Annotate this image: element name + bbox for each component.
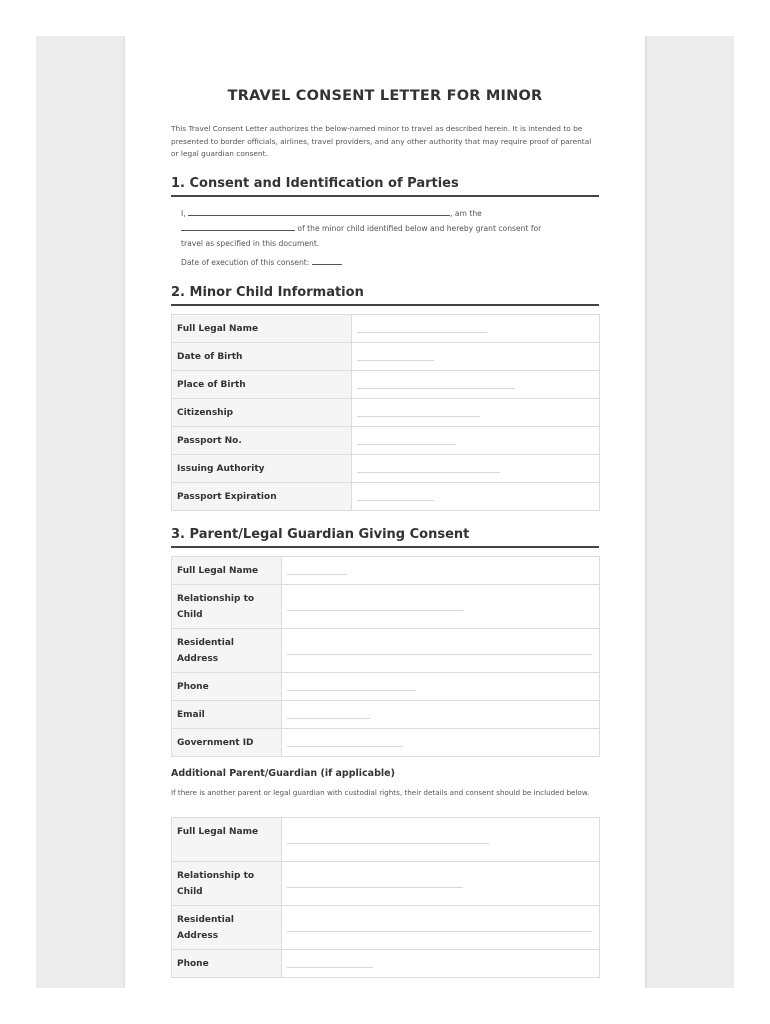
table-row <box>172 343 600 371</box>
table-row <box>172 818 600 862</box>
document-title: TRAVEL CONSENT LETTER FOR MINOR <box>227 88 543 104</box>
row-label: Issuing Authority <box>172 455 352 483</box>
parent-full-name-field[interactable] <box>282 557 600 585</box>
table-row <box>172 371 600 399</box>
execution-date-field[interactable] <box>312 255 342 265</box>
additional-relationship-field[interactable] <box>282 862 600 906</box>
table-row <box>172 427 600 455</box>
parent-phone-field[interactable] <box>282 673 600 701</box>
row-label: Residential Address <box>172 906 282 950</box>
minor-dob-field[interactable] <box>352 343 600 371</box>
parent-email-field[interactable] <box>282 701 600 729</box>
minor-issuing-authority-field[interactable] <box>352 455 600 483</box>
table-row <box>172 399 600 427</box>
section-heading-consent: 1. Consent and Identification of Parties <box>171 176 599 197</box>
consent-statement <box>181 206 599 270</box>
minor-info-table <box>171 314 600 511</box>
table-row <box>172 906 600 950</box>
table-row <box>172 629 600 673</box>
table-row <box>172 557 600 585</box>
row-label: Passport No. <box>172 427 352 455</box>
additional-parent-note: If there is another parent or legal guardian with custodial rights, their details and consent should be included below. <box>171 788 590 797</box>
am-the-text: , am the <box>450 209 482 218</box>
table-row <box>172 950 600 978</box>
minor-birthplace-field[interactable] <box>352 371 600 399</box>
parent-info-table <box>171 556 600 757</box>
row-label: Date of Birth <box>172 343 352 371</box>
of-minor-text: of the minor child identified below and hereby grant consent for <box>297 224 542 233</box>
table-row <box>172 455 600 483</box>
section-heading-parent: 3. Parent/Legal Guardian Giving Consent <box>171 527 599 548</box>
row-label: Email <box>172 701 282 729</box>
row-label: Phone <box>172 673 282 701</box>
table-row <box>172 315 600 343</box>
minor-citizenship-field[interactable] <box>352 399 600 427</box>
row-label: Residential Address <box>172 629 282 673</box>
row-label: Government ID <box>172 729 282 757</box>
additional-address-field[interactable] <box>282 906 600 950</box>
section-heading-minor: 2. Minor Child Information <box>171 285 599 306</box>
minor-passport-expiration-field[interactable] <box>352 483 600 511</box>
consenter-name-field[interactable] <box>188 206 450 216</box>
relationship-field[interactable] <box>181 221 295 231</box>
i-label: I, <box>181 209 186 218</box>
parent-address-field[interactable] <box>282 629 600 673</box>
row-label: Passport Expiration <box>172 483 352 511</box>
document-viewer <box>36 36 734 988</box>
intro-paragraph: This Travel Consent Letter authorizes the below-named minor to travel as described herein. It is intended to be presented to border officials, airlines, travel providers, and any other authority that may require proof of parental or legal guardian consent. <box>171 124 592 158</box>
table-row <box>172 729 600 757</box>
row-label: Full Legal Name <box>172 818 282 862</box>
row-label: Full Legal Name <box>172 557 282 585</box>
additional-phone-field[interactable] <box>282 950 600 978</box>
row-label: Relationship to Child <box>172 585 282 629</box>
date-label: Date of execution of this consent: <box>181 258 310 267</box>
row-label: Phone <box>172 950 282 978</box>
additional-full-name-field[interactable] <box>282 818 600 862</box>
document-page <box>125 36 645 988</box>
table-row <box>172 483 600 511</box>
minor-passport-field[interactable] <box>352 427 600 455</box>
additional-parent-table <box>171 817 600 978</box>
table-row <box>172 862 600 906</box>
row-label: Place of Birth <box>172 371 352 399</box>
table-row <box>172 585 600 629</box>
row-label: Relationship to Child <box>172 862 282 906</box>
row-label: Full Legal Name <box>172 315 352 343</box>
table-row <box>172 701 600 729</box>
parent-government-id-field[interactable] <box>282 729 600 757</box>
table-row <box>172 673 600 701</box>
row-label: Citizenship <box>172 399 352 427</box>
parent-relationship-field[interactable] <box>282 585 600 629</box>
minor-full-name-field[interactable] <box>352 315 600 343</box>
travel-text: travel as specified in this document. <box>181 239 320 248</box>
additional-parent-heading: Additional Parent/Guardian (if applicable) <box>171 768 395 779</box>
